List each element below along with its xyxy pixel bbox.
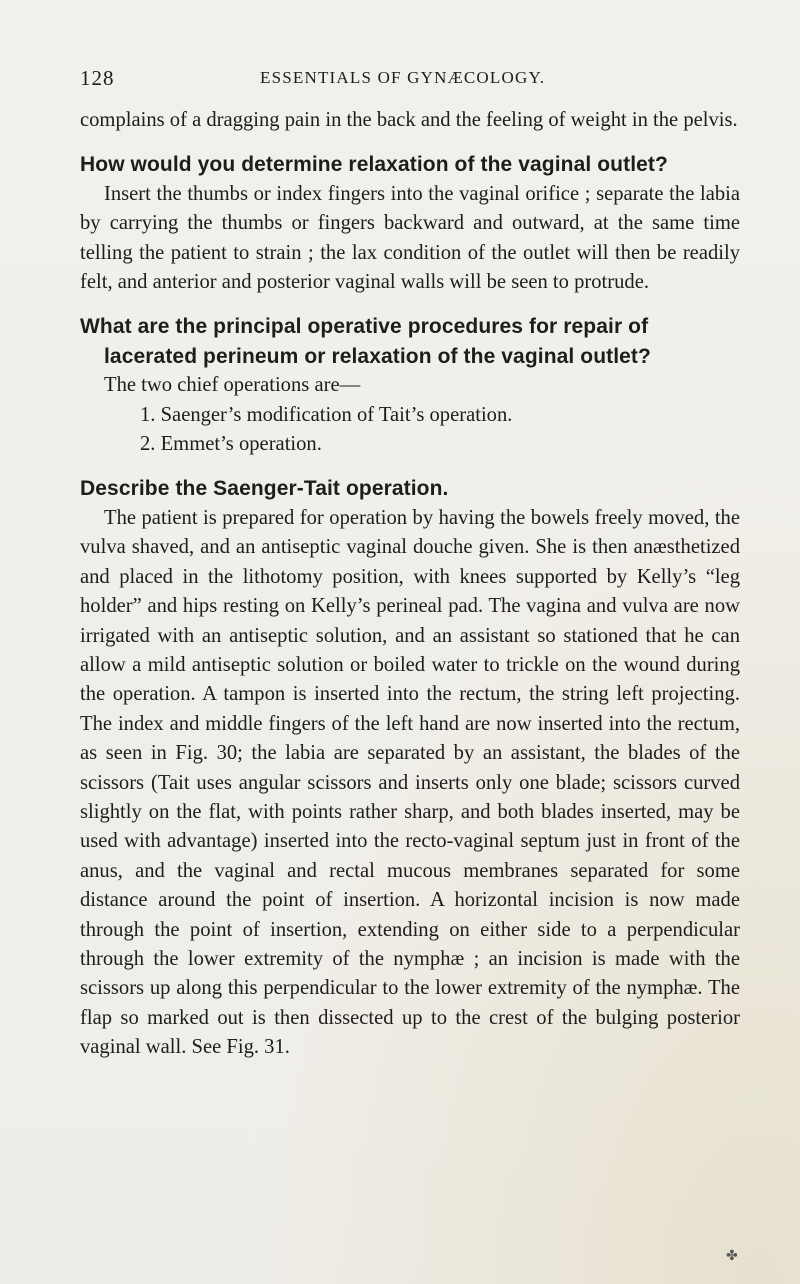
answer-intro: The two chief operations are— [104, 374, 361, 397]
answer-paragraph: Insert the thumbs or index fingers into the vaginal orifice ; separate the labia by carrying the thumbs or fingers backward and outward, at the same time telling the patient to strain ; the lax condition of the outlet will then be readily felt, and anterior and posterior vaginal walls will be seen to protrude. [80, 182, 740, 294]
list-item: 1. Saenger’s modification of Tait’s operation. [140, 403, 513, 426]
running-title: ESSENTIALS OF GYNÆCOLOGY. [260, 68, 546, 87]
list-item: 2. Emmet’s operation. [140, 433, 322, 456]
running-head [80, 66, 730, 90]
intro-paragraph: complains of a dragging pain in the back and the feeling of weight in the pelvis. [80, 109, 738, 131]
question-heading: What are the principal operative procedures for repair of lacerated perineum or relaxation of the vaginal outlet? [80, 315, 651, 368]
question-heading: Describe the Saenger-Tait operation. [80, 477, 449, 501]
answer-paragraph: The patient is prepared for operation by having the bowels freely moved, the vulva shaved, and an antiseptic vaginal douche given. She is then anæsthetized and placed in the lithotomy position, with knees supported by Kelly’s “leg holder” and hips resting on Kelly’s perineal pad. The vagina and vulva are now irrigated with an antiseptic solution, and an assistant so stationed that he can allow a mild antiseptic solution or boiled water to trickle on the wound during the operation. A tampon is inserted into the rectum, the string left projecting. The index and middle fingers of the left hand are now inserted into the rectum, as seen in Fig. 30; the labia are separated by an assistant, the blades of the scissors (Tait uses angular scissors and inserts only one blade; scissors curved slightly on the flat, with points rather sharp, and both blades inserted, may be used with advantage) inserted into the recto-vaginal septum just in front of the anus, and the vaginal and rectal mucous membranes separated for some distance around the point of insertion. A horizontal incision is now made through the point of insertion, extending on either side to a perpendicular through the lower extremity of the nymphæ ; an incision is made with the scissors up along this perpendicular to the lower extremity of the nymphæ. The flap so marked out is then dissected up to the crest of the bulging posterior vaginal wall. See Fig. 31. [80, 506, 740, 1059]
body-text [80, 106, 740, 1063]
question-heading: How would you determine relaxation of the vaginal outlet? [80, 153, 668, 177]
print-mark: ✤ [726, 1249, 738, 1264]
page-number: 128 [80, 66, 115, 90]
